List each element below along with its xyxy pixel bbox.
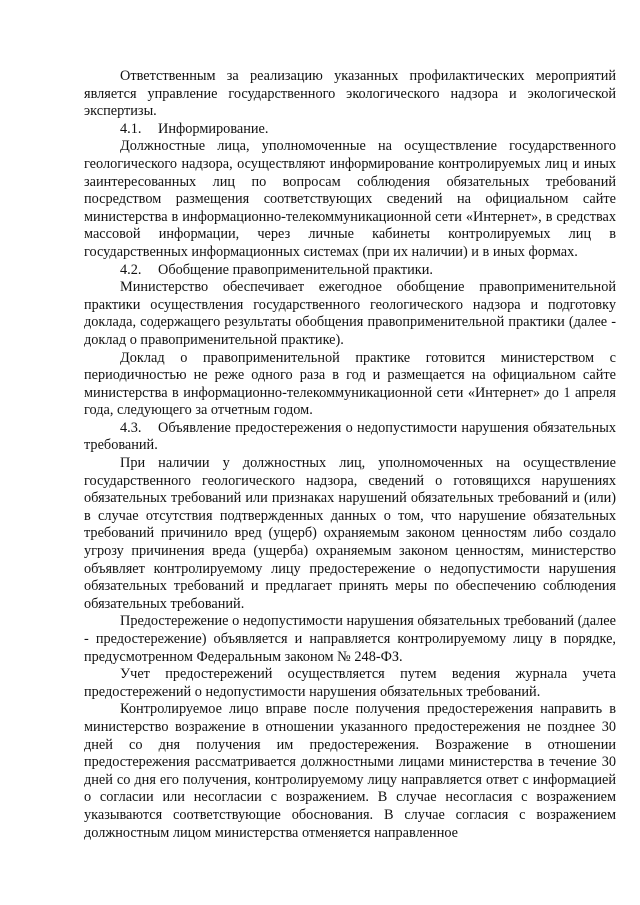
paragraph: Предостережение о недопустимости нарушения обязательных требований (далее - предостережение) объявляется и направляется контролируемому лицу в порядке, предусмотренном Федеральным законом № 248-ФЗ. [84,613,616,665]
section-number: 4.1. [120,120,142,137]
paragraph: Министерство обеспечивает ежегодное обобщение правоприменительной практики осуществления государственного геологического надзора и подготовку доклада, содержащего результаты обобщения правоприменительной практики (далее - доклад о правоприменительной практике). [84,279,616,348]
section-heading [84,420,616,455]
section-number: 4.2. [120,261,142,278]
paragraph: Должностные лица, уполномоченные на осуществление государственного геологического надзора, осуществляют информирование контролируемых лиц и иных заинтересованных лиц по вопросам соблюдения обязательных требований посредством размещения соответствующих сведений на официальном сайте министерства в информационно-телекоммуникационной сети «Интернет», в средствах массовой информации, через личные кабинеты контролируемых лиц в государственных информационных системах (при их наличии) и в иных формах. [84,138,616,260]
paragraph: При наличии у должностных лиц, уполномоченных на осуществление государственного геологического надзора, сведений о готовящихся нарушениях обязательных требований или признаках нарушений обязательных требований и (или) в случае отсутствия подтвержденных данных о том, что нарушение обязательных требований причинило вред (ущерб) охраняемым законом ценностям либо создало угрозу причинения вреда (ущерба) охраняемым законом ценностям, министерство объявляет контролируемому лицу предостережение о недопустимости нарушения обязательных требований и предлагает принять меры по обеспечению соблюдения обязательных требований. [84,455,616,612]
paragraph: Учет предостережений осуществляется путем ведения журнала учета предостережений о недопустимости нарушения обязательных требований. [84,666,616,700]
section-title: Обобщение правоприменительной практики. [158,261,433,278]
section-number: 4.3. [120,419,142,436]
section-title: Информирование. [158,120,269,137]
paragraph: Ответственным за реализацию указанных профилактических мероприятий является управление государственного экологического надзора и экологической экспертизы. [84,68,616,120]
paragraph: Доклад о правоприменительной практике готовится министерством с периодичностью не реже одного раза в год и размещается на официальном сайте министерства в информационно-телекоммуникационной сети «Интернет» до 1 апреля года, следующего за отчетным годом. [84,349,616,419]
section-heading [84,262,616,280]
section-title: Объявление предостережения о недопустимости нарушения обязательных требований. [84,419,616,454]
section-heading [84,121,616,139]
paragraph: Контролируемое лицо вправе после получения предостережения направить в министерство возражение в отношении указанного предостережения не позднее 30 дней со дня получения им предостережения. Возражение в отношении предостережения рассматривается должностными лицами министерства в течение 30 дней со дня его получения, контролируемому лицу направляется ответ с информацией о согласии или несогласии с возражением. В случае несогласия с возражением указываются соответствующие обоснования. В случае согласия с возражением должностным лицом министерства отменяется направленное [84,701,616,841]
